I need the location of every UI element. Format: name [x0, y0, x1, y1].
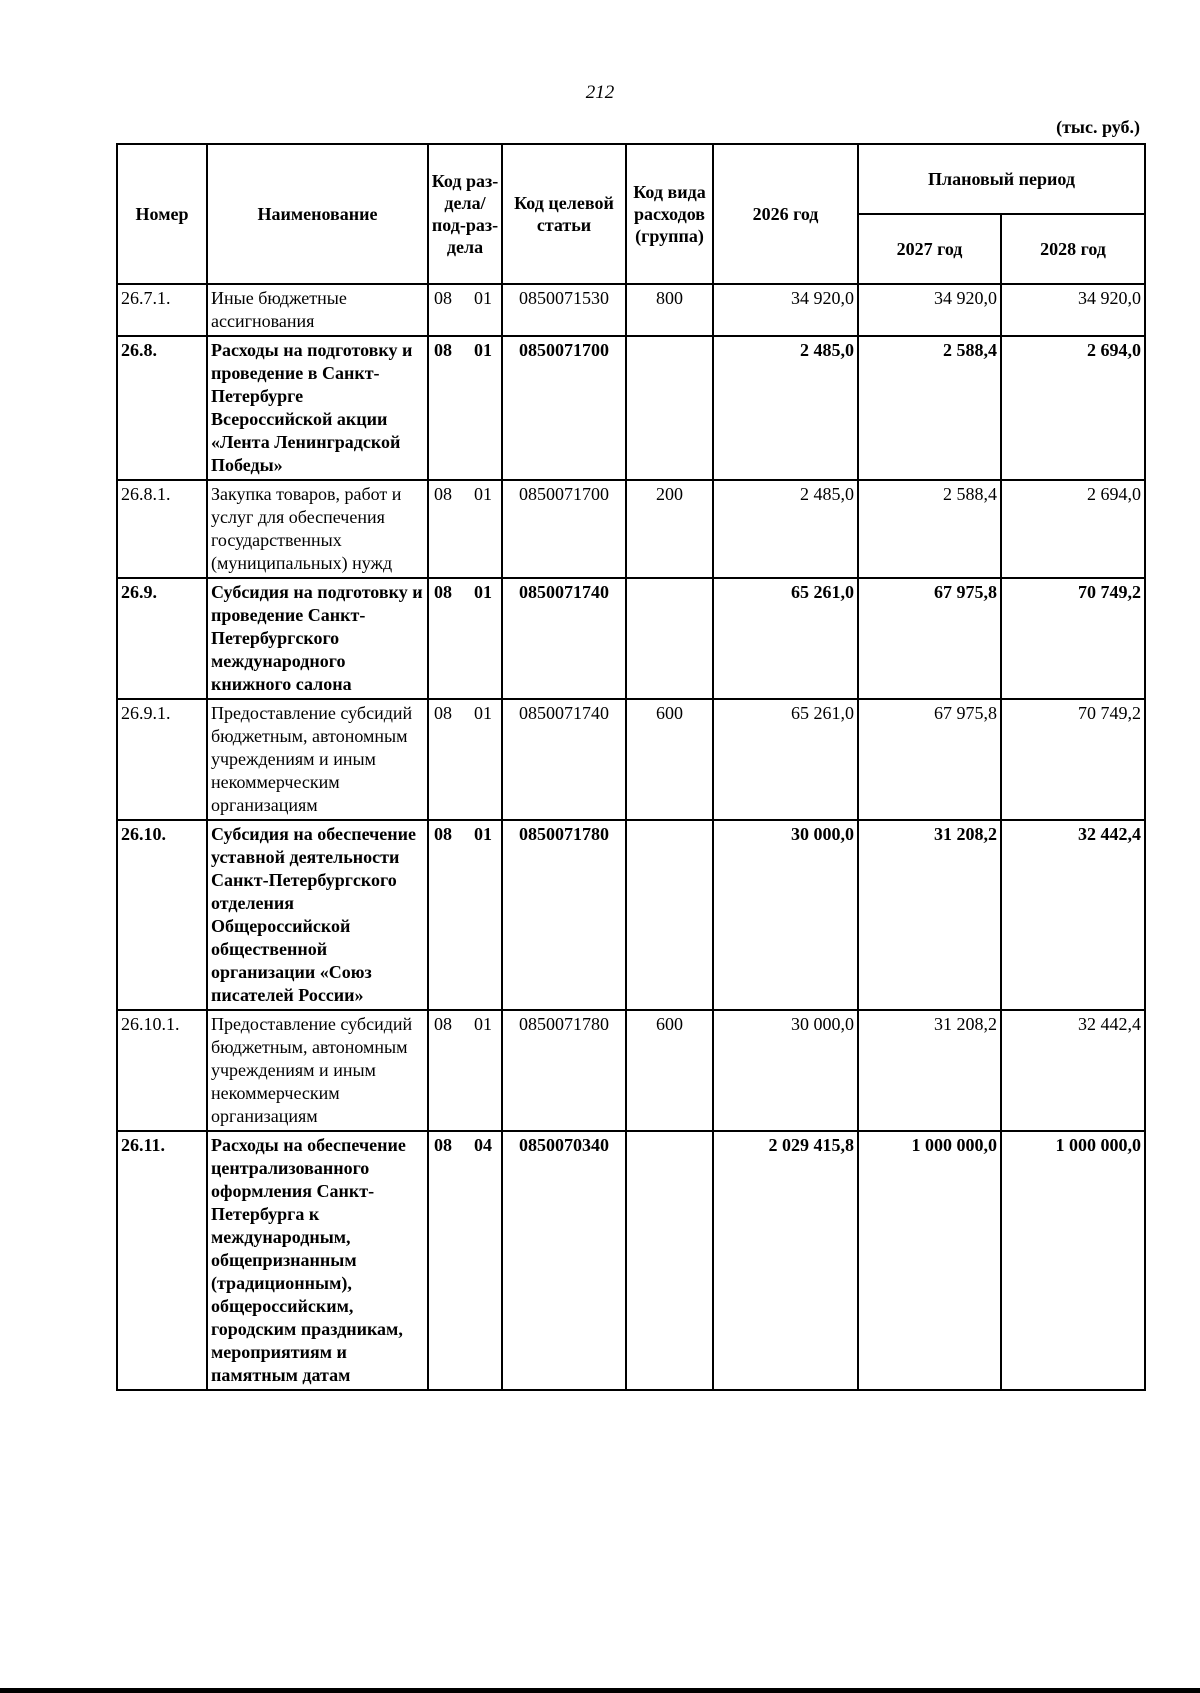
header-expense-type: Код вида расходов (группа) — [626, 144, 713, 284]
header-target-code: Код целевой статьи — [502, 144, 626, 284]
row-amount-2026: 65 261,0 — [713, 578, 858, 699]
row-subsection: 01 — [474, 824, 492, 844]
row-number: 26.11. — [117, 1131, 207, 1390]
row-target-code: 0850071780 — [502, 820, 626, 1010]
row-target-code: 0850071700 — [502, 336, 626, 480]
row-subsection: 01 — [474, 484, 492, 504]
row-target-code: 0850071530 — [502, 284, 626, 336]
header-year-2027: 2027 год — [858, 214, 1001, 284]
row-amount-2026: 65 261,0 — [713, 699, 858, 820]
table-row — [117, 1131, 1145, 1390]
row-section-code — [428, 480, 502, 578]
row-subsection: 01 — [474, 288, 492, 308]
header-section-code: Код раз-дела/ под-раз-дела — [428, 144, 502, 284]
row-number: 26.10. — [117, 820, 207, 1010]
row-section: 08 — [434, 1014, 452, 1034]
row-name: Субсидия на обеспечение уставной деятельности Санкт-Петербургского отделения Общероссийской общественной организации «Союз писателей России» — [207, 820, 428, 1010]
row-section: 08 — [434, 340, 452, 360]
header-number: Номер — [117, 144, 207, 284]
header-planned-period: Плановый период — [858, 144, 1145, 214]
row-subsection: 01 — [474, 703, 492, 723]
row-subsection: 01 — [474, 340, 492, 360]
table-row — [117, 284, 1145, 336]
row-amount-2028: 32 442,4 — [1001, 1010, 1145, 1131]
row-amount-2028: 1 000 000,0 — [1001, 1131, 1145, 1390]
scan-bottom-edge — [0, 1688, 1200, 1693]
row-number: 26.9.1. — [117, 699, 207, 820]
row-number: 26.10.1. — [117, 1010, 207, 1131]
row-amount-2027: 2 588,4 — [858, 336, 1001, 480]
table-row — [117, 336, 1145, 480]
row-name: Закупка товаров, работ и услуг для обеспечения государственных (муниципальных) нужд — [207, 480, 428, 578]
row-name: Расходы на подготовку и проведение в Санкт-Петербурге Всероссийской акции «Лента Ленинградской Победы» — [207, 336, 428, 480]
row-amount-2028: 32 442,4 — [1001, 820, 1145, 1010]
row-section-code — [428, 284, 502, 336]
table-row — [117, 1010, 1145, 1131]
row-section: 08 — [434, 824, 452, 844]
row-expense-group: 200 — [626, 480, 713, 578]
row-subsection: 04 — [474, 1135, 492, 1155]
row-name: Субсидия на подготовку и проведение Санкт-Петербургского международного книжного салона — [207, 578, 428, 699]
row-amount-2026: 2 485,0 — [713, 480, 858, 578]
row-amount-2026: 30 000,0 — [713, 1010, 858, 1131]
row-target-code: 0850071740 — [502, 699, 626, 820]
budget-table — [116, 143, 1146, 1391]
row-section-code — [428, 1131, 502, 1390]
row-section: 08 — [434, 484, 452, 504]
row-name: Предоставление субсидий бюджетным, автономным учреждениям и иным некоммерческим организациям — [207, 1010, 428, 1131]
row-target-code: 0850071700 — [502, 480, 626, 578]
row-amount-2027: 31 208,2 — [858, 1010, 1001, 1131]
row-amount-2026: 2 029 415,8 — [713, 1131, 858, 1390]
row-name: Расходы на обеспечение централизованного оформления Санкт-Петербурга к международным, общепризнанным (традиционным), общероссийским, городским праздникам, мероприятиям и памятным датам — [207, 1131, 428, 1390]
row-amount-2027: 67 975,8 — [858, 578, 1001, 699]
row-expense-group: 800 — [626, 284, 713, 336]
table-row — [117, 480, 1145, 578]
row-amount-2026: 30 000,0 — [713, 820, 858, 1010]
row-expense-group: 600 — [626, 1010, 713, 1131]
row-amount-2028: 34 920,0 — [1001, 284, 1145, 336]
row-section-code — [428, 578, 502, 699]
row-subsection: 01 — [474, 1014, 492, 1034]
row-expense-group — [626, 578, 713, 699]
row-section-code — [428, 820, 502, 1010]
row-section: 08 — [434, 703, 452, 723]
row-amount-2027: 31 208,2 — [858, 820, 1001, 1010]
row-amount-2028: 2 694,0 — [1001, 480, 1145, 578]
row-expense-group — [626, 336, 713, 480]
header-name: Наименование — [207, 144, 428, 284]
row-target-code: 0850070340 — [502, 1131, 626, 1390]
row-amount-2028: 70 749,2 — [1001, 578, 1145, 699]
row-amount-2027: 1 000 000,0 — [858, 1131, 1001, 1390]
row-number: 26.7.1. — [117, 284, 207, 336]
table-row — [117, 699, 1145, 820]
units-label: (тыс. руб.) — [1056, 117, 1140, 137]
row-amount-2026: 34 920,0 — [713, 284, 858, 336]
row-amount-2027: 2 588,4 — [858, 480, 1001, 578]
row-section-code — [428, 699, 502, 820]
row-amount-2026: 2 485,0 — [713, 336, 858, 480]
row-section: 08 — [434, 1135, 452, 1155]
row-amount-2028: 70 749,2 — [1001, 699, 1145, 820]
row-subsection: 01 — [474, 582, 492, 602]
row-section: 08 — [434, 288, 452, 308]
row-expense-group — [626, 820, 713, 1010]
row-name: Иные бюджетные ассигнования — [207, 284, 428, 336]
row-name: Предоставление субсидий бюджетным, автономным учреждениям и иным некоммерческим организациям — [207, 699, 428, 820]
page-number: 212 — [585, 82, 615, 103]
row-target-code: 0850071740 — [502, 578, 626, 699]
row-amount-2027: 67 975,8 — [858, 699, 1001, 820]
header-year-2028: 2028 год — [1001, 214, 1145, 284]
table-row — [117, 820, 1145, 1010]
row-amount-2028: 2 694,0 — [1001, 336, 1145, 480]
row-target-code: 0850071780 — [502, 1010, 626, 1131]
row-amount-2027: 34 920,0 — [858, 284, 1001, 336]
header-year-2026: 2026 год — [713, 144, 858, 284]
row-expense-group: 600 — [626, 699, 713, 820]
row-number: 26.9. — [117, 578, 207, 699]
row-number: 26.8. — [117, 336, 207, 480]
table-row — [117, 578, 1145, 699]
row-section: 08 — [434, 582, 452, 602]
row-number: 26.8.1. — [117, 480, 207, 578]
row-section-code — [428, 336, 502, 480]
row-section-code — [428, 1010, 502, 1131]
row-expense-group — [626, 1131, 713, 1390]
